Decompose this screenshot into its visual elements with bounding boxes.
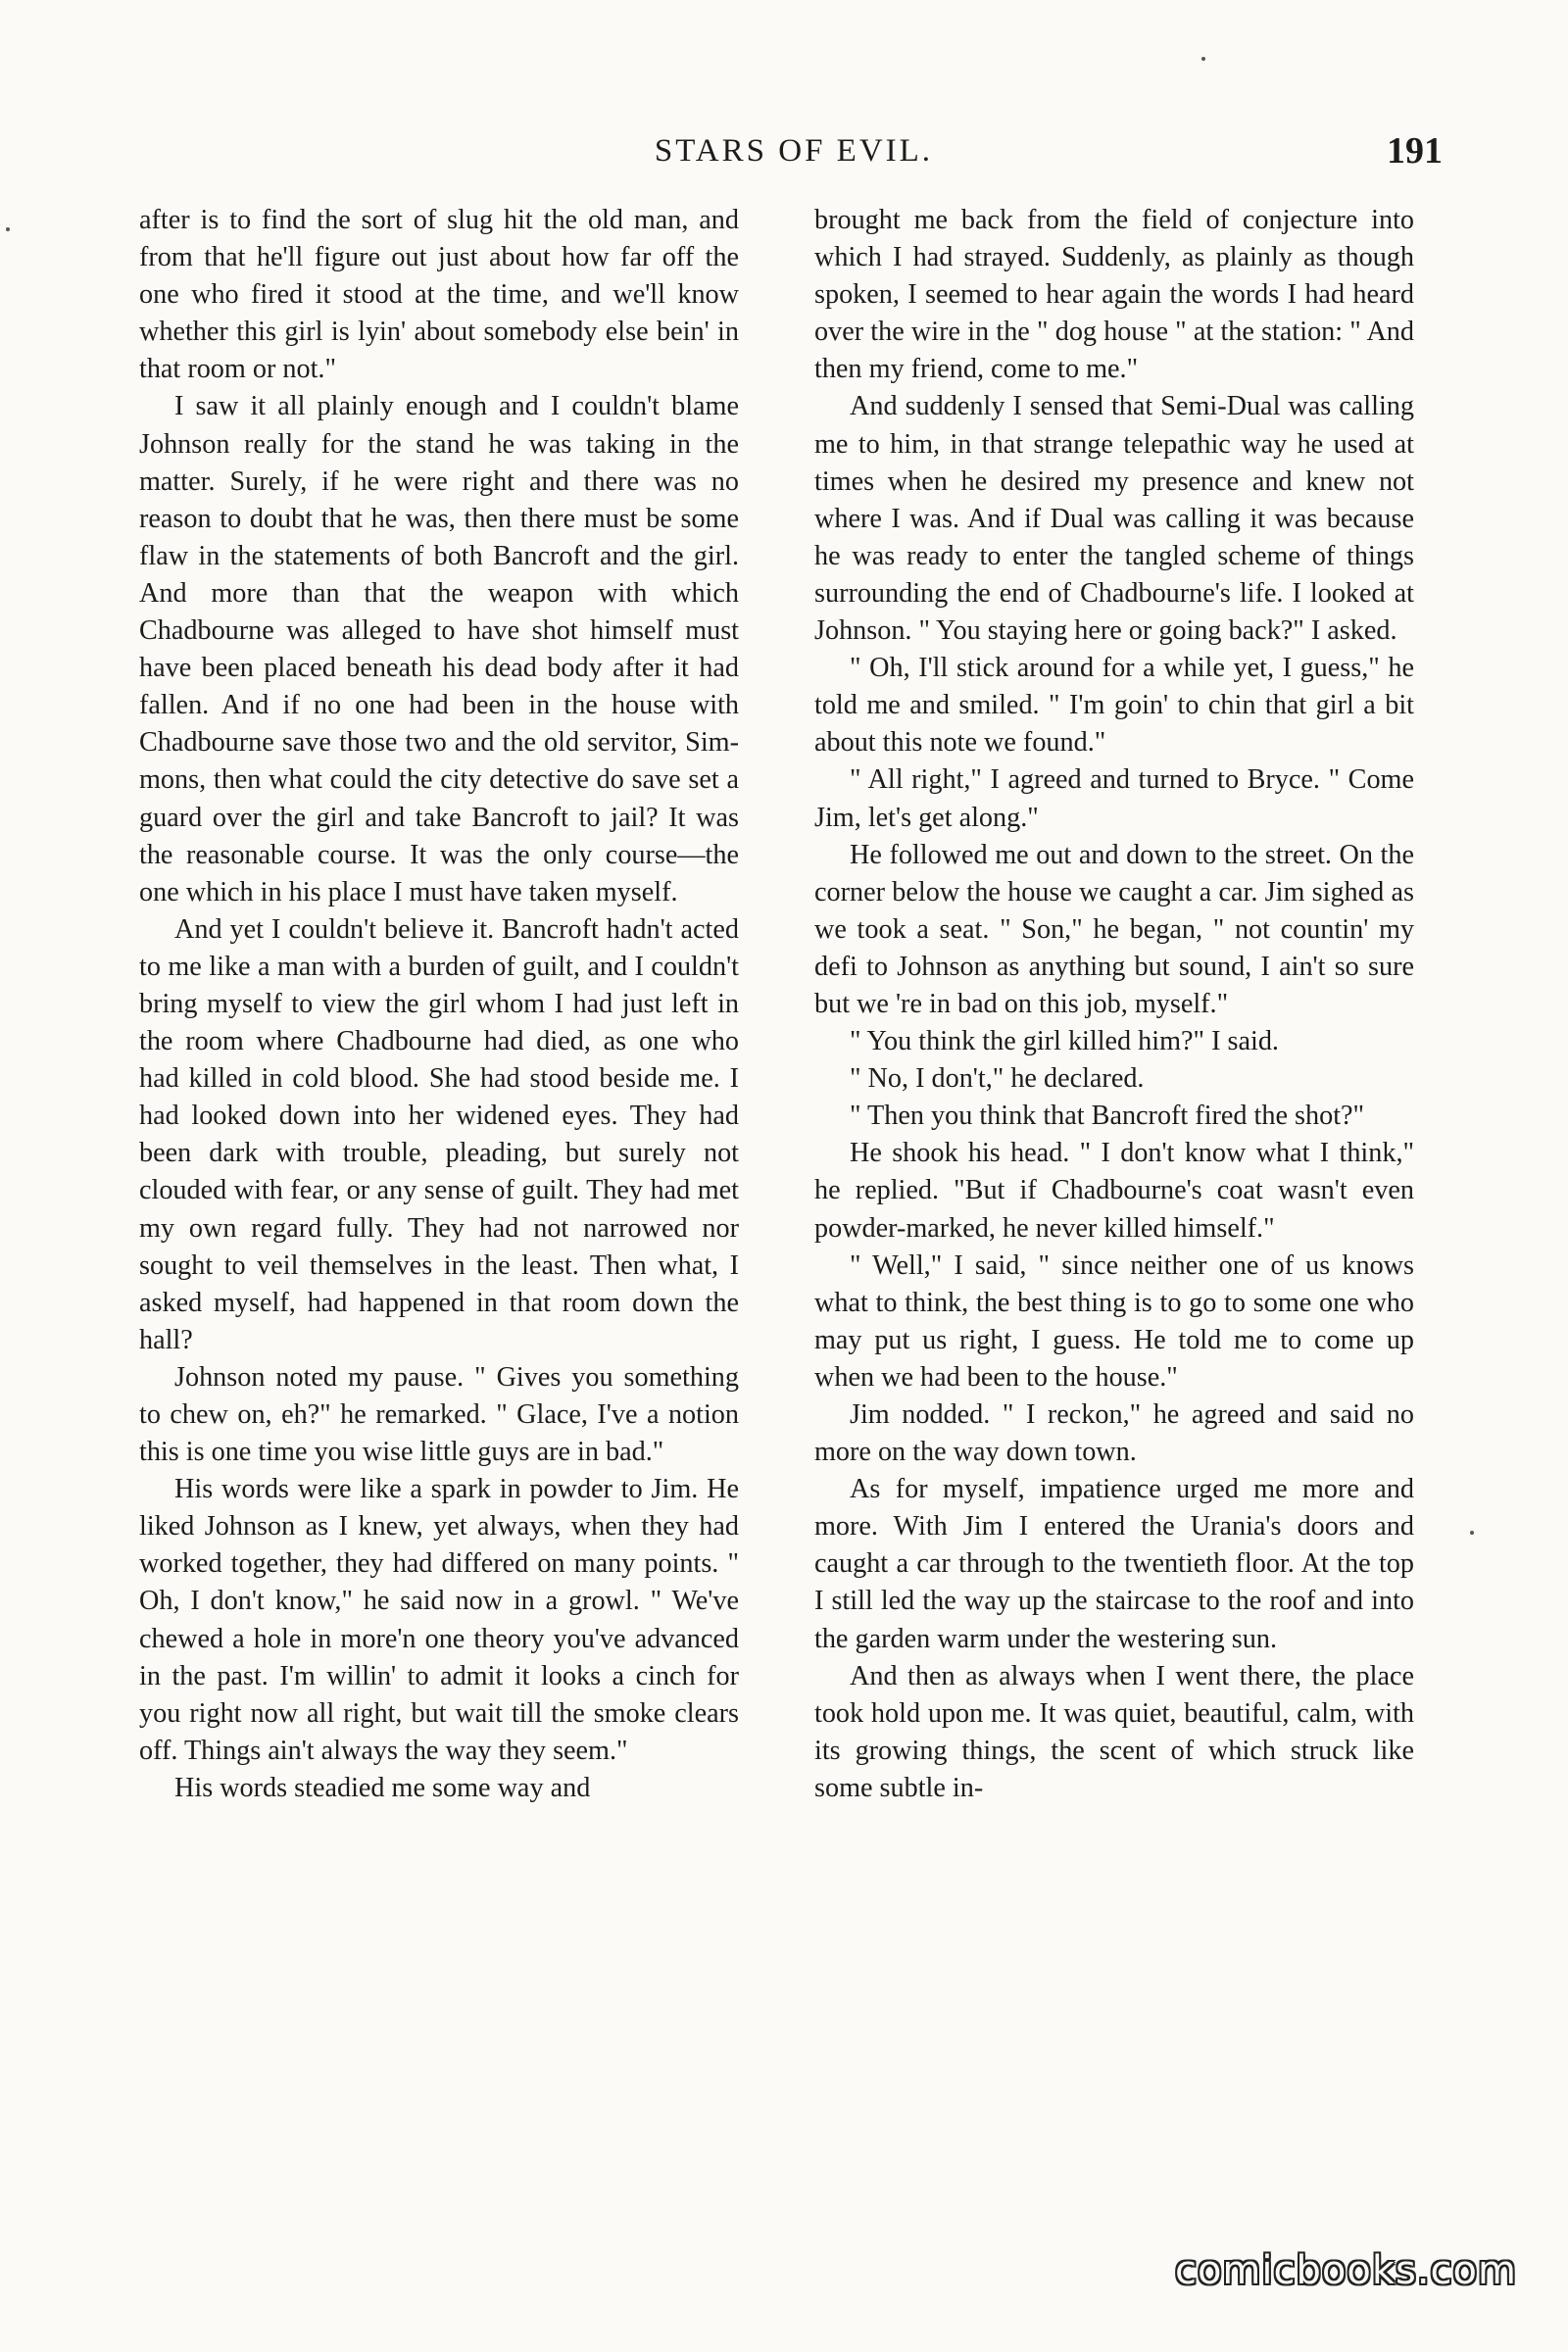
paragraph: He shook his head. " I don't know what I think," he replied. "But if Chadbourne's coat wasn't even powder-marked, he never killed himself." <box>814 1138 1414 1244</box>
paragraph: " You think the girl killed him?" I said. <box>850 1026 1279 1057</box>
paragraph: after is to find the sort of slug hit the old man, and from that he'll figure out just about how far off the one who fired it stood at the time, and we'll know whether this girl is lyin' about somebody else bein' in that room or not." <box>139 205 739 385</box>
paragraph: " Well," I said, " since neither one of us knows what to think, the best thing is to go to some one who may put us right, I guess. He told me to come up when we had been to the house." <box>814 1250 1414 1393</box>
paragraph: " Oh, I'll stick around for a while yet, I guess," he told me and smiled. " I'm goin' to chin that girl a bit about this note we found." <box>814 653 1414 759</box>
paragraph: brought me back from the field of conjecture into which I had strayed. Suddenly, as plainly as though spoken, I seemed to hear again the words I had heard over the wire in the " dog house " at the station: " And then my friend, come to me." <box>814 205 1414 385</box>
paragraph: I saw it all plainly enough and I couldn't blame Johnson really for the stand he was taking in the matter. Surely, if he were right and there was no reason to doubt that he was, then there must be some flaw in the statements of both Bancroft and the girl. And more than that the weapon with which Chadbourne was alleged to have shot himself must have been placed beneath his dead body after it had fallen. And if no one had been in the house with Chadbourne save those two and the old servitor, Simmons, then what could the city detective do save set a guard over the girl and take Bancroft to jail? It was the reasonable course. It was the only course—the one which in his place I must have taken myself. <box>139 391 739 907</box>
paragraph: " No, I don't," he declared. <box>850 1063 1145 1095</box>
paper-speck <box>1470 1531 1474 1535</box>
paragraph: Jim nodded. " I reckon," he agreed and said no more on the way down town. <box>814 1399 1414 1468</box>
site-watermark: comicbooks.com <box>1174 2248 1517 2293</box>
paragraph: His words steadied me some way and <box>174 1772 591 1803</box>
paragraph: " Then you think that Bancroft fired the shot?" <box>850 1101 1365 1132</box>
paragraph: And suddenly I sensed that Semi-Dual was calling me to him, in that strange telepathic way he used at times when he desired my presence and knew not where I was. And if Dual was calling it was because he was ready to enter the tangled scheme of things surrounding the end of Chadbourne's life. I looked at Johnson. " You staying here or going back?" I asked. <box>814 391 1414 647</box>
paragraph: He followed me out and down to the street. On the corner below the house we caught a car. Jim sighed as we took a seat. " Son," he began, " not countin' my defi to Johnson as anything but sound, I ain't so sure but we 're in bad on this job, myself." <box>814 839 1414 1019</box>
page-number: 191 <box>1387 130 1443 172</box>
paragraph: And yet I couldn't believe it. Bancroft hadn't acted to me like a man with a burden of guilt, and I couldn't bring myself to view the girl whom I had just left in the room where Chadbourne had died, as one who had killed in cold blood. She had stood beside me. I had looked down into her widened eyes. They had been dark with trouble, pleading, but surely not clouded with fear, or any sense of guilt. They had met my own regard fully. They had not narrowed nor sought to veil themselves in the least. Then what, I asked myself, had happened in that room down the hall? <box>139 913 739 1355</box>
paper-speck <box>1201 57 1205 61</box>
paragraph: " All right," I agreed and turned to Bryce. " Come Jim, let's get along." <box>814 764 1414 833</box>
paragraph: As for myself, impatience urged me more and more. With Jim I entered the Urania's doors and caught a car through to the twentieth floor. At the top I still led the way up the staircase to the roof and into the garden warm under the westering sun. <box>814 1474 1414 1654</box>
right-column <box>814 202 1414 1807</box>
paper-speck <box>6 227 10 231</box>
running-title: STARS OF EVIL. <box>654 133 934 169</box>
paragraph: Johnson noted my pause. " Gives you something to chew on, eh?" he remarked. " Glace, I've a notion this is one time you wise little guys are in bad." <box>139 1361 739 1468</box>
paragraph: His words were like a spark in powder to Jim. He liked Johnson as I knew, yet always, when they had worked together, they had differed on many points. " Oh, I don't know," he said now in a growl. " We've chewed a hole in more'n one theory you've advanced in the past. I'm willin' to admit it looks a cinch for you right now all right, but wait till the smoke clears off. Things ain't always the way they seem." <box>139 1474 739 1766</box>
paragraph: And then as always when I went there, the place took hold upon me. It was quiet, beautiful, calm, with its growing things, the scent of which struck like some subtle in- <box>814 1660 1414 1803</box>
left-column <box>139 202 739 1807</box>
